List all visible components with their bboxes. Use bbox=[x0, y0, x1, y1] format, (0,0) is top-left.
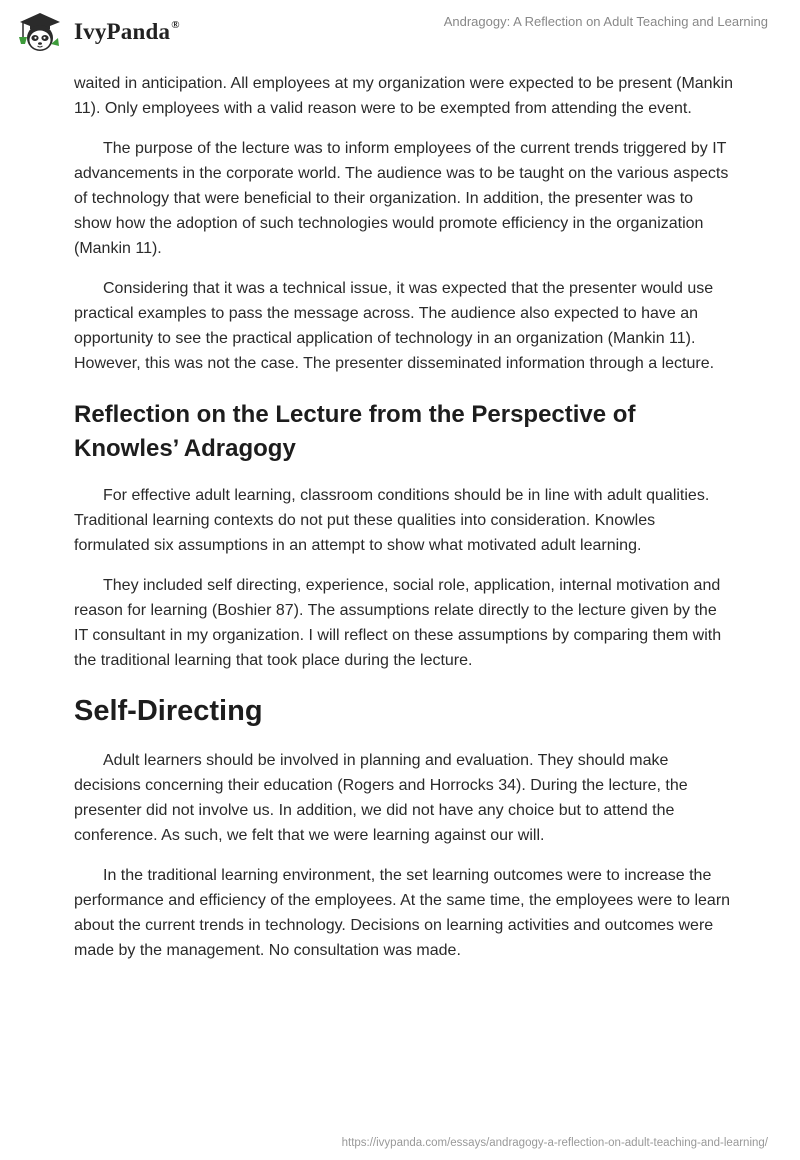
paragraph: They included self directing, experience, social role, application, internal motivation and reason for learning (Boshier 87). The assumptions relate directly to the lecture given by the IT consultant in my organization. I will reflect on these assumptions by comparing them with the traditional learning that took place during the lecture. bbox=[74, 577, 722, 669]
section-heading-self-directing: Self-Directing bbox=[74, 695, 263, 727]
brand-name: IvyPanda® bbox=[74, 19, 180, 44]
section-heading-reflection: Reflection on the Lecture from the Perspective of Knowles’ Adragogy bbox=[74, 401, 636, 462]
source-url[interactable]: https://ivypanda.com/essays/andragogy-a-reflection-on-adult-teaching-and-learning/ bbox=[341, 1137, 768, 1149]
paragraph: Adult learners should be involved in planning and evaluation. They should make decisions concerning their education (Rogers and Horrocks 34). During the lecture, the presenter did not involve us. In addition, we did not have any choice but to attend the conference. As such, we felt that we were learning against our will. bbox=[74, 752, 688, 844]
paragraph: For effective adult learning, classroom conditions should be in line with adult qualities. Traditional learning contexts do not put these qualities into consideration. Knowles formulated six assumptions in an attempt to show what motivated adult learning. bbox=[74, 487, 710, 554]
page-header bbox=[0, 0, 800, 62]
document-title: Andragogy: A Reflection on Adult Teaching and Learning bbox=[443, 14, 768, 29]
paragraph: Considering that it was a technical issue, it was expected that the presenter would use practical examples to pass the message across. The audience also expected to have an opportunity to see the practical application of technology in an organization (Mankin 11). However, this was not the case. The presenter disseminated information through a lecture. bbox=[74, 280, 715, 372]
panda-graduation-cap-icon bbox=[14, 8, 66, 54]
essay-body bbox=[74, 71, 734, 978]
paragraph: In the traditional learning environment, the set learning outcomes were to increase the performance and efficiency of the employees. At the same time, the employees were to learn about the current trends in technology. Decisions on learning activities and outcomes were made by the management. No consultation was made. bbox=[74, 867, 731, 959]
brand-logo[interactable] bbox=[14, 8, 180, 54]
registered-mark: ® bbox=[171, 19, 180, 32]
paragraph: The purpose of the lecture was to inform employees of the current trends triggered by IT advancements in the corporate world. The audience was to be taught on the various aspects of technology that were beneficial to their organization. In addition, the presenter was to show how the adoption of such technologies would promote efficiency in the organization (Mankin 11). bbox=[74, 140, 729, 257]
paragraph: waited in anticipation. All employees at my organization were expected to be present (Mankin 11). Only employees with a valid reason were to be exempted from attending the event. bbox=[74, 75, 734, 117]
